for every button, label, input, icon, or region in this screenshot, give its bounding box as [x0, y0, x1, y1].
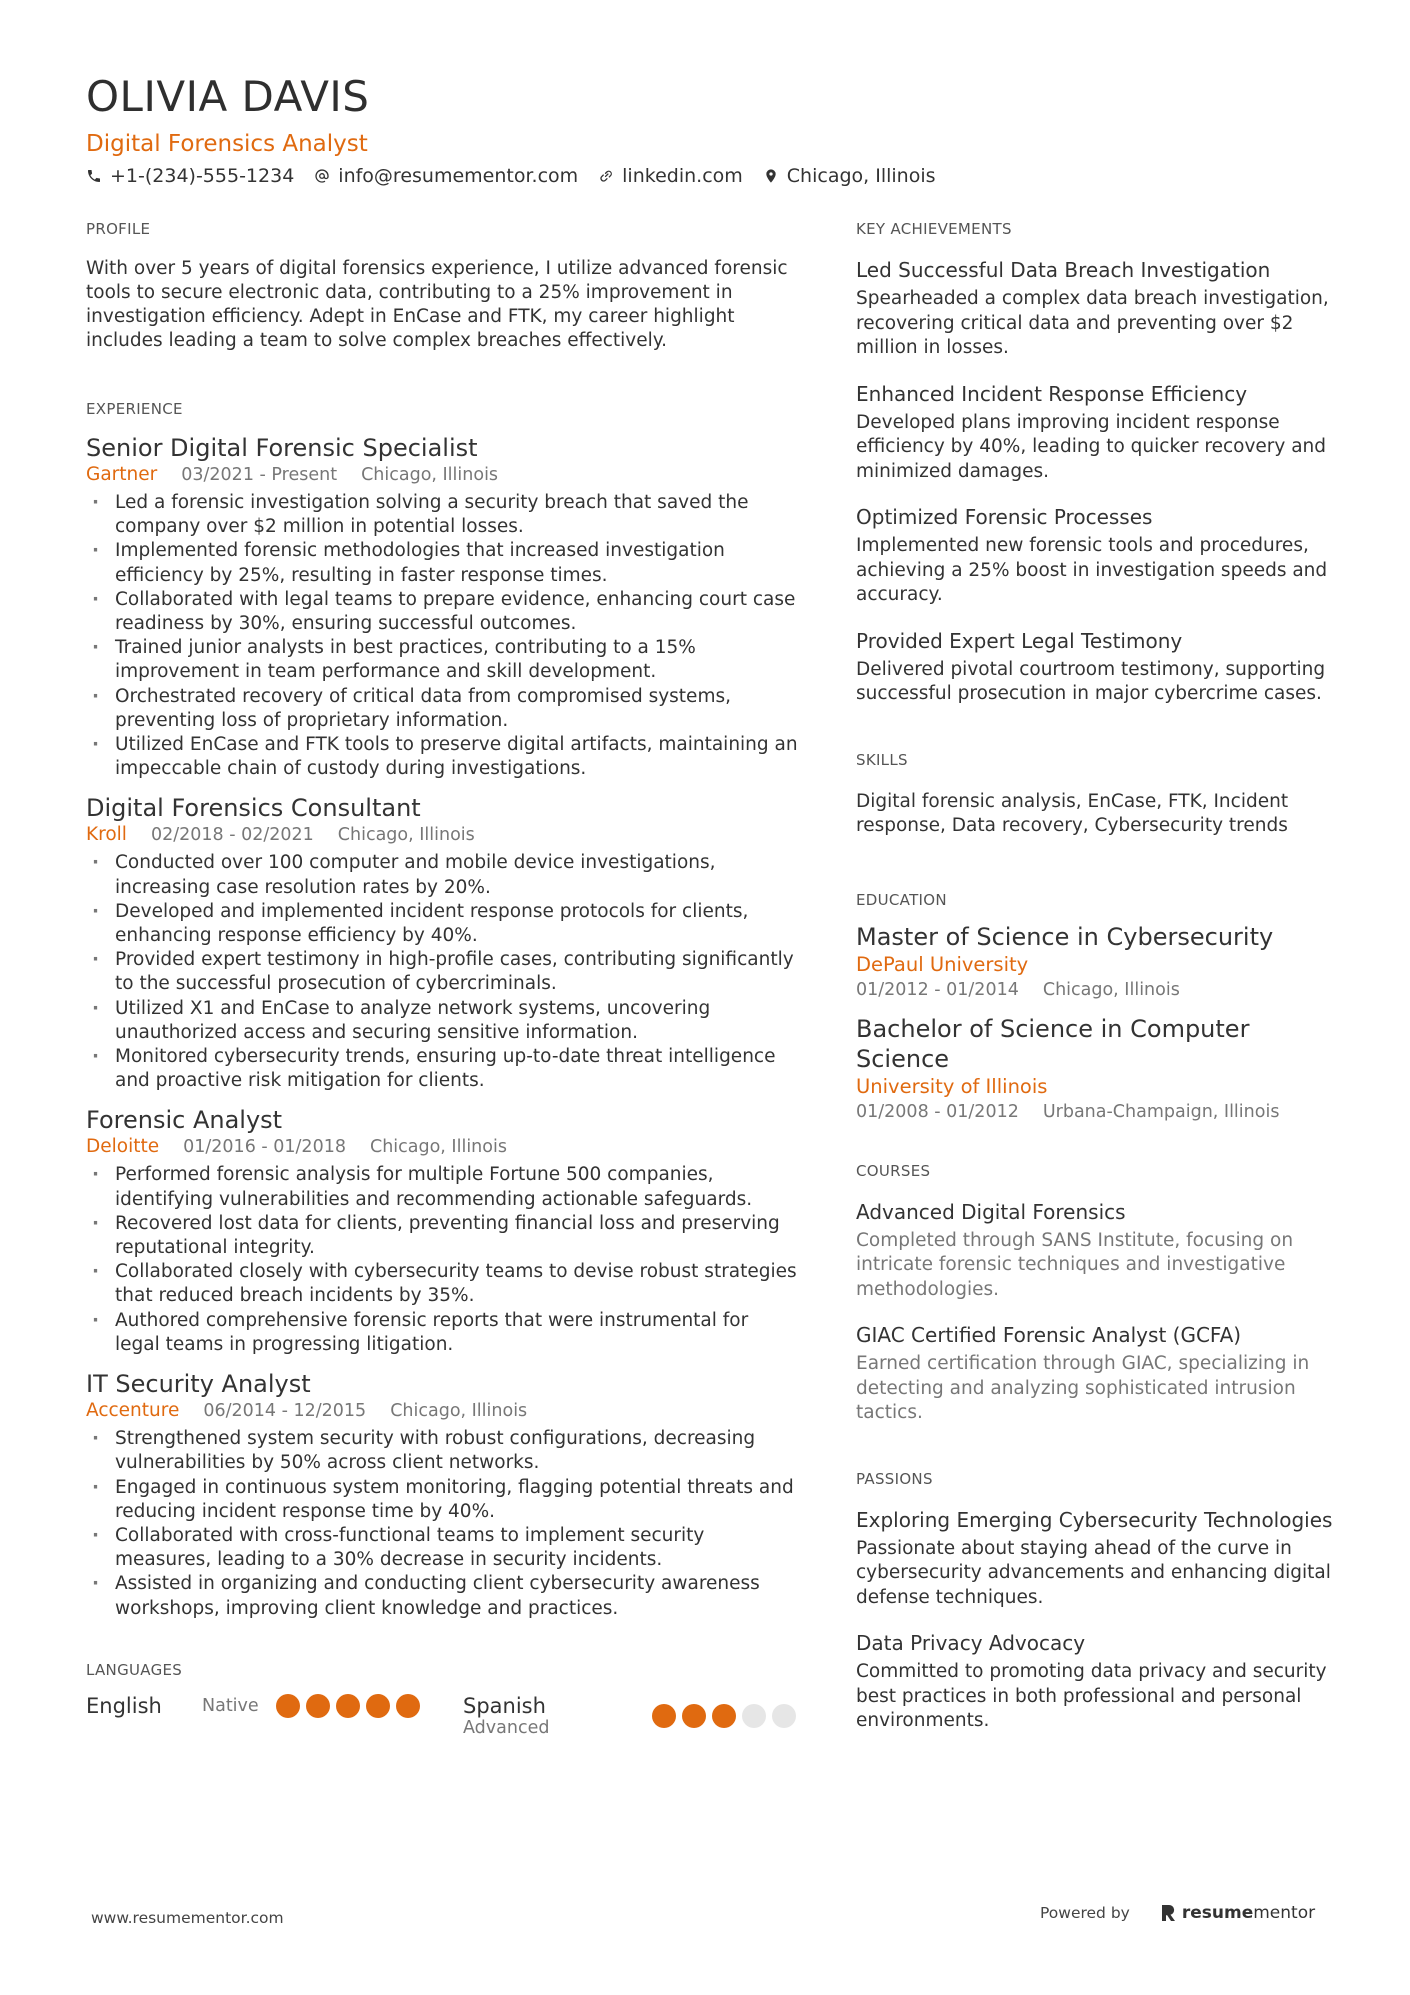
achievement-title: Optimized Forensic Processes — [856, 505, 1153, 529]
map-pin-icon — [763, 168, 779, 184]
rating-dot-filled — [306, 1694, 330, 1718]
bullet-item: · Implemented forensic methodologies that increased investigation efficiency by 25%, resulting in faster response times. — [86, 539, 798, 587]
passion-title: Data Privacy Advocacy — [856, 1631, 1086, 1655]
contact-location — [763, 165, 936, 187]
rating-dot-filled — [652, 1704, 676, 1728]
education-school: University of Illinois — [856, 1074, 1048, 1098]
bullet-item: · Strengthened system security with robust configurations, decreasing vulnerabilities by 50% across client networks. — [86, 1427, 798, 1475]
job-company: Gartner — [86, 464, 158, 485]
email-text: info@resumementor.com — [338, 165, 579, 187]
language-level: Advanced — [463, 1717, 550, 1738]
bullet-item: · Utilized EnCase and FTK tools to preserve digital artifacts, maintaining an impeccable chain of custody during investigations. — [86, 733, 798, 781]
job-bullets — [86, 851, 798, 1093]
language-item — [86, 1694, 162, 1718]
job-bullets — [86, 1427, 798, 1621]
job-location: Chicago, Illinois — [369, 1137, 507, 1158]
at-icon — [314, 168, 330, 184]
job-entry — [86, 1369, 798, 1621]
experience-heading: EXPERIENCE — [86, 400, 183, 418]
powered-by-label: Powered by — [1040, 1904, 1130, 1922]
candidate-name: OLIVIA DAVIS — [86, 72, 370, 121]
job-meta — [86, 1135, 798, 1159]
passion-desc: Committed to promoting data privacy and security best practices in both professional and personal environments. — [856, 1661, 1327, 1731]
bullet-item: · Led a forensic investigation solving a security breach that saved the company over $2 million in potential losses. — [86, 491, 798, 539]
bullet-item: · Collaborated with cross-functional teams to implement security measures, leading to a 30% decrease in security incidents. — [86, 1524, 798, 1572]
education-meta — [856, 978, 1336, 1002]
contact-linkedin[interactable] — [598, 165, 743, 187]
education-dates: 01/2012 - 01/2014 — [856, 979, 1019, 1000]
brand-name-rest: mentor — [1253, 1903, 1316, 1923]
achievement-title: Enhanced Incident Response Efficiency — [856, 381, 1248, 406]
bullet-item: · Recovered lost data for clients, preventing financial loss and preserving reputational integrity. — [86, 1212, 798, 1260]
achievement-item — [856, 257, 1336, 361]
resumementor-logo-icon — [1160, 1903, 1176, 1923]
bullet-item: · Monitored cybersecurity trends, ensuring up-to-date threat intelligence and proactive risk mitigation for clients. — [86, 1045, 798, 1093]
job-position: IT Security Analyst — [86, 1370, 311, 1399]
brand-logo[interactable] — [1160, 1903, 1315, 1923]
profile-text: With over 5 years of digital forensics experience, I utilize advanced forensic tools to secure electronic data, contributing to a 25% improvement in investigation efficiency. Adept in EnCase and FTK, my career highlight includes leading a team to solve complex breaches effectively. — [86, 258, 788, 351]
passions-heading: PASSIONS — [856, 1469, 933, 1488]
achievement-item — [856, 628, 1336, 707]
bullet-item: · Authored comprehensive forensic reports that were instrumental for legal teams in progressing litigation. — [86, 1309, 798, 1357]
languages-heading: LANGUAGES — [86, 1660, 183, 1679]
passion-item — [856, 1507, 1336, 1611]
contact-phone[interactable] — [86, 165, 294, 187]
link-icon — [598, 168, 614, 184]
education-meta — [856, 1100, 1336, 1124]
rating-dot-empty — [772, 1704, 796, 1728]
achievement-item — [856, 504, 1336, 608]
job-dates: 06/2014 - 12/2015 — [203, 1401, 367, 1422]
footer-powered-by — [1040, 1903, 1315, 1923]
brand-name-bold: resume — [1181, 1903, 1254, 1923]
achievement-desc: Spearheaded a complex data breach investigation, recovering critical data and preventing over $2 million in losses. — [856, 288, 1329, 358]
job-position: Forensic Analyst — [86, 1106, 283, 1135]
bullet-item: · Developed and implemented incident response protocols for clients, enhancing response efficiency by 40%. — [86, 900, 798, 948]
job-location: Chicago, Illinois — [361, 465, 499, 485]
rating-dot-filled — [276, 1694, 300, 1718]
rating-dot-filled — [396, 1694, 420, 1718]
job-entry — [86, 793, 798, 1093]
job-bullets — [86, 1163, 798, 1357]
language-rating — [652, 1704, 802, 1728]
achievement-desc: Delivered pivotal courtroom testimony, supporting successful prosecution in major cybercrime cases. — [856, 658, 1326, 704]
bullet-item: · Utilized X1 and EnCase to analyze network systems, uncovering unauthorized access and securing sensitive information. — [86, 997, 798, 1045]
rating-dot-filled — [366, 1694, 390, 1718]
footer-website-link[interactable]: www.resumementor.com — [91, 1909, 284, 1927]
job-location: Chicago, Illinois — [337, 825, 475, 846]
language-item — [463, 1694, 549, 1738]
linkedin-text: linkedin.com — [622, 165, 743, 187]
achievement-item — [856, 381, 1336, 485]
bullet-item: · Assisted in organizing and conducting client cybersecurity awareness workshops, improving client knowledge and practices. — [86, 1572, 798, 1620]
education-dates: 01/2008 - 01/2012 — [856, 1101, 1019, 1122]
course-item — [856, 1199, 1336, 1303]
job-dates: 02/2018 - 02/2021 — [150, 825, 314, 846]
course-title: GIAC Certified Forensic Analyst (GCFA) — [856, 1323, 1242, 1347]
language-name: English — [86, 1693, 162, 1718]
education-location: Chicago, Illinois — [1042, 979, 1180, 1000]
bullet-item: · Conducted over 100 computer and mobile device investigations, increasing case resolution rates by 20%. — [86, 851, 798, 899]
languages-list — [86, 1694, 798, 1754]
course-title: Advanced Digital Forensics — [856, 1199, 1126, 1224]
passion-desc: Passionate about staying ahead of the curve in cybersecurity advancements and enhancing digital defense techniques. — [856, 1537, 1331, 1608]
job-position: Digital Forensics Consultant — [86, 794, 421, 823]
bullet-item: · Orchestrated recovery of critical data from compromised systems, preventing loss of proprietary information. — [86, 685, 798, 733]
job-location: Chicago, Illinois — [390, 1401, 528, 1422]
language-level: Native — [202, 1695, 259, 1716]
job-meta — [86, 1399, 798, 1423]
education-location: Urbana-Champaign, Illinois — [1042, 1101, 1280, 1122]
achievements-heading: KEY ACHIEVEMENTS — [856, 220, 1012, 238]
job-dates: 01/2016 - 01/2018 — [183, 1137, 346, 1158]
job-meta — [86, 463, 798, 487]
location-text: Chicago, Illinois — [786, 165, 936, 187]
course-item — [856, 1322, 1336, 1426]
job-entry — [86, 1105, 798, 1357]
achievement-desc: Developed plans improving incident response efficiency by 40%, leading to quicker recovery and minimized damages. — [856, 411, 1327, 482]
job-bullets — [86, 491, 798, 781]
job-position: Senior Digital Forensic Specialist — [86, 434, 478, 462]
language-name: Spanish — [463, 1693, 546, 1718]
achievement-title: Provided Expert Legal Testimony — [856, 628, 1183, 653]
job-dates: 03/2021 - Present — [181, 465, 338, 485]
job-company: Deloitte — [86, 1136, 160, 1158]
skills-text: Digital forensic analysis, EnCase, FTK, Incident response, Data recovery, Cybersecurity trends — [856, 790, 1289, 836]
job-company: Accenture — [86, 1400, 180, 1422]
education-degree: Bachelor of Science in Computer Science — [856, 1014, 1250, 1073]
bullet-item: · Collaborated closely with cybersecurity teams to devise robust strategies that reduced breach incidents by 35%. — [86, 1260, 798, 1308]
rating-dot-filled — [682, 1704, 706, 1728]
education-school: DePaul University — [856, 952, 1029, 976]
bullet-item: · Performed forensic analysis for multiple Fortune 500 companies, identifying vulnerabilities and recommending actionable safeguards. — [86, 1163, 798, 1211]
education-degree: Master of Science in Cybersecurity — [856, 922, 1274, 951]
job-company: Kroll — [86, 824, 127, 846]
phone-text: +1-(234)-555-1234 — [110, 165, 295, 187]
passion-item — [856, 1630, 1336, 1734]
contact-email[interactable] — [314, 165, 578, 187]
course-desc: Completed through SANS Institute, focusing on intricate forensic techniques and investigative methodologies. — [856, 1229, 1294, 1300]
education-item — [856, 1014, 1336, 1124]
skills-heading: SKILLS — [856, 750, 908, 769]
bullet-item: · Provided expert testimony in high-profile cases, contributing significantly to the successful prosecution of cybercriminals. — [86, 948, 798, 996]
passion-title: Exploring Emerging Cybersecurity Technologies — [856, 1507, 1333, 1532]
left-column — [86, 222, 798, 1754]
job-meta — [86, 823, 798, 847]
job-entry — [86, 433, 798, 781]
achievement-title: Led Successful Data Breach Investigation — [856, 258, 1271, 282]
achievement-desc: Implemented new forensic tools and procedures, achieving a 25% boost in investigation speeds and accuracy. — [856, 535, 1328, 605]
bullet-item: · Collaborated with legal teams to prepare evidence, enhancing court case readiness by 30%, ensuring successful outcomes. — [86, 588, 798, 636]
rating-dot-filled — [336, 1694, 360, 1718]
profile-heading: PROFILE — [86, 220, 151, 238]
courses-heading: COURSES — [856, 1161, 931, 1180]
rating-dot-filled — [712, 1704, 736, 1728]
education-heading: EDUCATION — [856, 890, 947, 909]
phone-icon — [86, 168, 102, 184]
bullet-item: · Trained junior analysts in best practices, contributing to a 15% improvement in team performance and skill development. — [86, 636, 798, 684]
contact-bar — [86, 165, 956, 187]
job-title: Digital Forensics Analyst — [86, 131, 368, 157]
education-item — [856, 922, 1336, 1002]
rating-dot-empty — [742, 1704, 766, 1728]
right-column — [856, 222, 1336, 1734]
bullet-item: · Engaged in continuous system monitoring, flagging potential threats and reducing incident response time by 40%. — [86, 1476, 798, 1524]
course-desc: Earned certification through GIAC, specializing in detecting and analyzing sophisticated intrusion tactics. — [856, 1353, 1310, 1423]
language-rating — [276, 1694, 426, 1718]
